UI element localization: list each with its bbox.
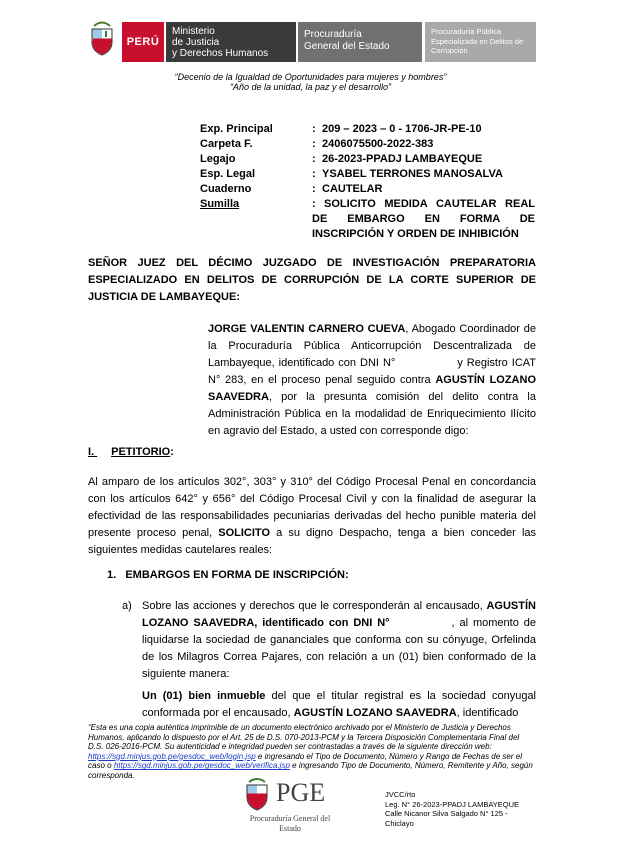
petitorio-text: Al amparo de los artículos 302°, 303° y 310° del Código Procesal Penal en concordancia con los artículos 642° y 656° del Código Procesal Civil y con la finalidad de asegurar la efectividad de las responsabilidades pecuniarias derivadas del hecho punible materia del presente proceso penal, [88,476,536,539]
sumilla-line1: SOLICITO MEDIDA CAUTELAR REAL [324,198,535,210]
pge-logo-text: PGE [276,778,326,807]
accused-name: AGUSTÍN LOZANO SAAVEDRA [208,374,537,403]
case-value: YSABEL TERRONES MANOSALVA [322,168,503,180]
authenticity-note [88,723,536,781]
case-key: Esp. Legal [200,168,256,180]
solicito: SOLICITO [218,527,271,539]
petitorio-paragraph [88,474,536,559]
item-b-accused: AGUSTÍN LOZANO SAAVEDRA [293,707,457,719]
note-text2: e ingresando el Tipo de Documento, Número y Rango de Fechas de ser el caso o [88,751,522,771]
case-key: Exp. Principal [200,123,273,135]
addressee-line3: JUSTICIA DE LAMBAYEQUE: [88,291,240,303]
sumilla-key: Sumilla [200,198,240,210]
login-link[interactable]: https://sgd.minjus.gob.pe/gesdoc_web/login.jsp [88,751,256,761]
procuraduria-line2: General del Estado [304,41,390,52]
item-b-text1: del que el titular registral es la sociedad conyugal conformada por el encausado, [142,690,536,719]
note-text1: “Esta es una copia auténtica imprimible de un documento electrónico archivado por el Ministerio de Justicia y Derechos Humanos, aplicando lo dispuesto por el Art. 25 de D.S. 070-2013-PCM y la Tercera Disposición Complementaria Final del D.S. 026-2016-PCM. Su autenticidad e integridad pueden ser contrastadas a través de la siguiente dirección web: [88,723,520,752]
case-colon: : [312,138,316,150]
ministry-logo-box [166,22,296,62]
ministry-line3: y Derechos Humanos [172,48,269,59]
pp-line1: Procuraduría Pública [431,27,502,36]
addressee-line1: SEÑOR JUEZ DEL DÉCIMO JUZGADO DE INVESTIGACIÓN PREPARATORIA [88,257,536,269]
section-colon: : [170,446,174,458]
pge-subtitle-line2: Estado [279,823,301,833]
procuraduria-logo-box [298,22,422,62]
case-key: Carpeta F. [200,138,253,150]
section-number: I. [88,446,95,458]
sumilla-line3: INSCRIPCIÓN Y ORDEN DE INHIBICIÓN [312,228,519,240]
intro-text3: , por la presunta comisión del delito contra la Administración Pública en la modalidad de Enriquecimiento Ilícito en agravio del Estado, a usted con corresponde digo: [208,391,536,437]
intro-text1: , Abogado Coordinador de la Procuraduría Pública Anticorrupción Descentralizada de Lambayeque, identificado con DNI N° [208,323,536,369]
meta-city: Chiclayo [385,818,414,828]
case-value: CAUTELAR [322,183,383,195]
peru-coat-of-arms-icon [88,20,116,56]
intro-text2: y Registro ICAT N° 283, en el proceso penal seguido contra [208,357,536,386]
meta-address: Calle Nicanor Silva Salgado N° 125 - [385,809,508,818]
case-colon: : [312,183,316,195]
meta-initials: JVCC/rto [385,790,416,799]
meta-legajo: Leg. N° 26-2023-PPADJ LAMBAYEQUE [385,799,520,809]
sumilla-line2: DE EMBARGO EN FORMA DE [312,213,535,225]
item-a-text1: Sobre las acciones y derechos que le corresponderán al encausado, [142,600,483,612]
subheading-embargos: 1. EMBARGOS EN FORMA DE INSCRIPCIÓN: [107,569,349,581]
ministry-line1: Ministerio [172,26,215,37]
intro-paragraph [208,321,536,440]
addressee-line2: ESPECIALIZADO EN DELITOS DE CORRUPCIÓN DE LA CORTE SUPERIOR DE [88,274,536,286]
pge-subtitle [230,814,350,833]
case-value: 2406075500-2022-383 [322,138,434,150]
section-heading [88,444,174,461]
item-b-text2: , identificado [456,707,519,719]
sumilla-text [312,197,535,242]
motto-line1: “Decenio de la Igualdad de Oportunidades para mujeres y hombres” [174,72,447,82]
case-key: Legajo [200,153,236,165]
item-b-paragraph [142,688,536,722]
item-a-accused: AGUSTÍN LOZANO SAAVEDRA [142,600,536,629]
procuraduria-line1: Procuraduría [304,29,362,40]
procuraduria-publica-box [425,22,536,62]
case-value: 209 – 2023 – 0 - 1706-JR-PE-10 [322,123,482,135]
ministry-line2: de Justicia [172,37,220,48]
case-colon: : [312,168,316,180]
section-title: PETITORIO [111,446,171,458]
peru-label: PERÚ [126,36,160,48]
motto-line2: “Año de la unidad, la paz y el desarrollo” [229,82,392,92]
case-colon: : [312,123,316,135]
note-text3: e ingresando Tipo de Documento, Número, Remitente y Año, según corresponda. [88,761,533,780]
pge-shield-icon [244,777,270,811]
item-a-label: a) [122,600,132,612]
case-key: Cuaderno [200,183,252,195]
item-b-bold: Un (01) bien inmueble [142,690,266,702]
petitorio-end: a su digno Despacho, tenga a bien conceder las siguientes medidas cautelares reales: [88,527,537,556]
peru-logo-box [122,22,164,62]
case-colon: : [312,153,316,165]
item-a-paragraph [142,598,536,683]
pge-subtitle-line1: Procuraduría General del [249,814,331,823]
coordinator-name: JORGE VALENTIN CARNERO CUEVA [208,323,406,335]
pp-line2: Especializada en Delitos de [431,36,524,46]
footer-meta [385,790,519,828]
addressee [88,255,536,306]
item-a-text2: , al momento de liquidarse la sociedad de gananciales que conforma con su cónyuge, Orfelinda de los Milagros Correa Pajares, con relación a un (01) bien conformado de la siguiente manera: [142,617,536,680]
case-value: 26-2023-PPADJ LAMBAYEQUE [322,153,483,165]
pp-line3: Corrupción [431,46,468,55]
item-a-dni: , identificado con DNI N° [254,617,390,629]
verifica-link[interactable]: https://sgd.minjus.gob.pe/gesdoc_web/verifica.jsp [113,761,290,771]
case-colon: : [312,198,316,210]
